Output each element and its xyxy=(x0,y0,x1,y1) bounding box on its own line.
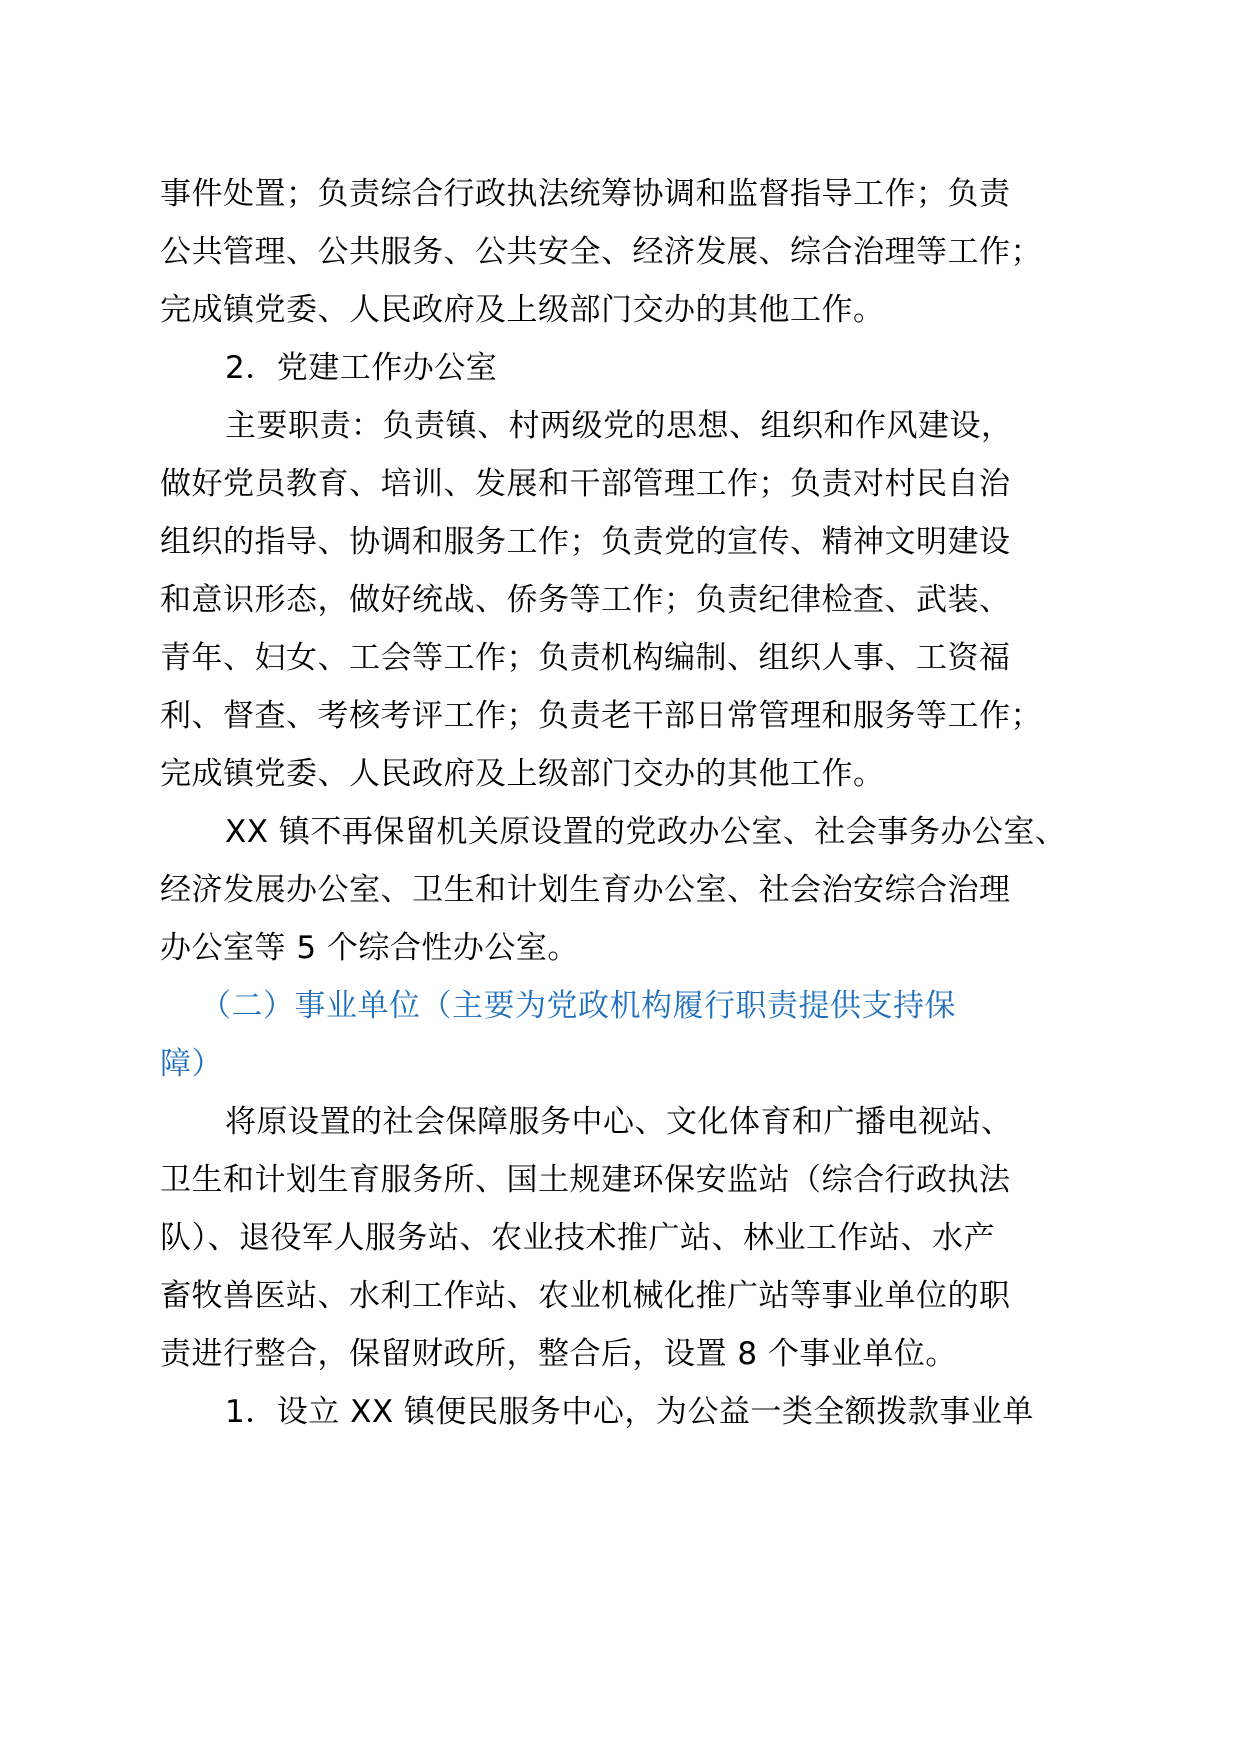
body-text-line: 将原设置的社会保障服务中心、文化体育和广播电视站、 xyxy=(225,1104,1013,1140)
body-text-line: 青年、妇女、工会等工作；负责机构编制、组织人事、工资福 xyxy=(160,640,1011,676)
body-text-line: 卫生和计划生育服务所、国土规建环保安监站（综合行政执法 xyxy=(160,1162,1011,1198)
body-text-line: XX 镇不再保留机关原设置的党政办公室、社会事务办公室、 xyxy=(225,814,1067,850)
body-text-line: 和意识形态，做好统战、侨务等工作；负责纪律检查、武装、 xyxy=(160,582,1011,618)
body-text-line: 公共管理、公共服务、公共安全、经济发展、综合治理等工作； xyxy=(160,234,1042,270)
body-text-line: 办公室等 5 个综合性办公室。 xyxy=(160,930,579,966)
section-heading-blue: 障） xyxy=(160,1046,223,1082)
body-text-line: 畜牧兽医站、水利工作站、农业机械化推广站等事业单位的职 xyxy=(160,1278,1011,1314)
body-text-line: 责进行整合，保留财政所，整合后，设置 8 个事业单位。 xyxy=(160,1336,957,1372)
body-text-line: 利、督查、考核考评工作；负责老干部日常管理和服务等工作； xyxy=(160,698,1042,734)
body-text-line: 1．设立 XX 镇便民服务中心，为公益一类全额拨款事业单 xyxy=(225,1394,1034,1430)
section-heading-blue: （二）事业单位（主要为党政机构履行职责提供支持保 xyxy=(200,988,956,1024)
section-heading: 2．党建工作办公室 xyxy=(225,350,498,386)
body-text-line: 经济发展办公室、卫生和计划生育办公室、社会治安综合治理 xyxy=(160,872,1011,908)
body-text-line: 完成镇党委、人民政府及上级部门交办的其他工作。 xyxy=(160,756,885,792)
body-text-line: 主要职责：负责镇、村两级党的思想、组织和作风建设， xyxy=(225,408,1013,444)
body-text-line: 完成镇党委、人民政府及上级部门交办的其他工作。 xyxy=(160,292,885,328)
body-text-line: 做好党员教育、培训、发展和干部管理工作；负责对村民自治 xyxy=(160,466,1011,502)
body-text-line: 组织的指导、协调和服务工作；负责党的宣传、精神文明建设 xyxy=(160,524,1011,560)
body-text-line: 事件处置；负责综合行政执法统筹协调和监督指导工作；负责 xyxy=(160,176,1011,212)
body-text-line: 队）、退役军人服务站、农业技术推广站、林业工作站、水产 xyxy=(160,1220,995,1256)
